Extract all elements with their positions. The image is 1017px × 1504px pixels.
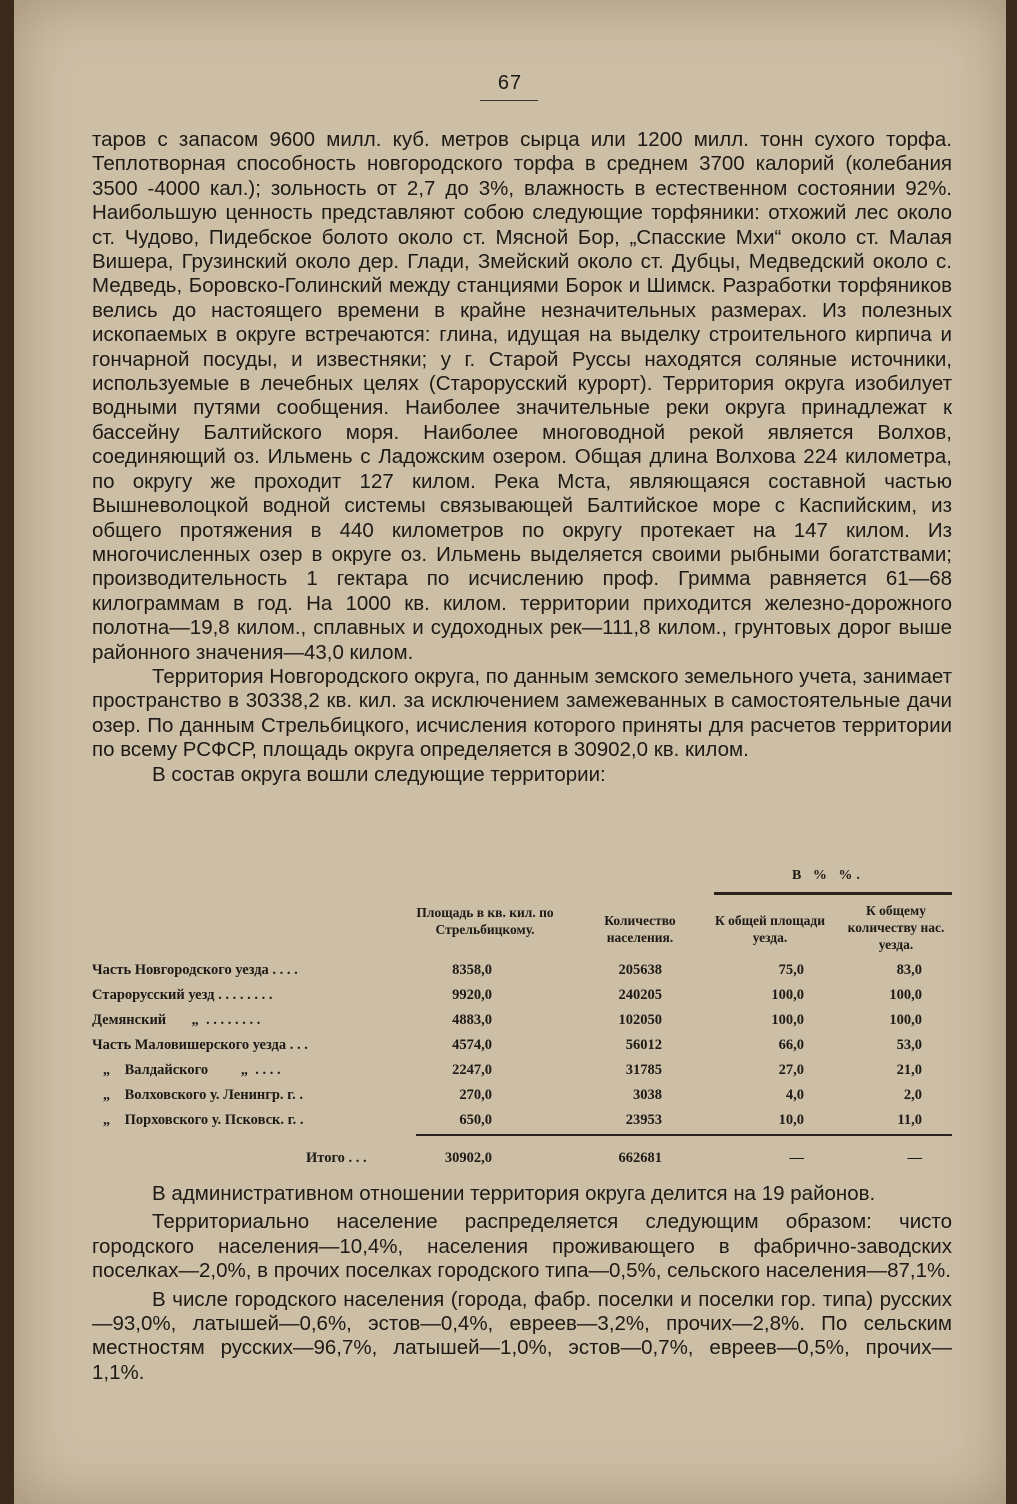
header-area: Площадь в кв. кил. по Стрельбицкому.	[416, 905, 554, 937]
row-area: 650,0	[459, 1112, 492, 1128]
row-pct-pop: 100,0	[889, 1012, 922, 1028]
table-row	[92, 1037, 952, 1059]
row-name: Старорусский уезд . . . . . . . .	[92, 987, 273, 1003]
pct-group-rule	[714, 892, 952, 895]
total-pop: 662681	[618, 1150, 662, 1166]
row-area: 4883,0	[452, 1012, 492, 1028]
row-pct-area: 4,0	[785, 1087, 804, 1103]
row-pct-pop: 2,0	[903, 1087, 922, 1103]
paragraph-peat: таров с запасом 9600 милл. куб. метров сырца или 1200 милл. тонн сухого торфа. Теплотворная способность новгородского торфа в среднем 3700 калорий (колебания 3500 -4000 кал.); зольность от 2,7 до 3%, влажность в естественном состоянии 92%. Наибольшую ценность представляют собою следующие торфяники: отхожий лес около ст. Чудово, Пидебское болото около ст. Мясной Бор, „Спасские Мхи“ около ст. Малая Вишера, Грузинский около дер. Глади, Змейский около ст. Дубцы, Медведский около с. Медведь, Боровско-Голинский между станциями Борок и Шимск. Разработки торфяников велись до настоящего времени в крайне незначительных размерах. Из полезных ископаемых в округе встречаются: глина, идущая на выделку строительного кирпича и гончарной посуды, и известняки; у г. Старой Руссы находятся соляные источники, используемые в лечебных целях (Старорусский курорт). Территория округа изобилует водными путями сообщения. Наиболее значительные реки округа принадлежат к бассейну Балтийского моря. Наиболее многоводной рекой является Волхов, соединяющий оз. Ильмень с Ладожским озером. Общая длина Волхова 224 километра, по округу же проходит 127 килом. Река Мста, являющаяся составной частью Вышневолоцкой водной системы связывающей Балтийское море с Каспийским, из общего протяжения в 440 километров по округу протекает на 147 килом. Из многочисленных озер в округе оз. Ильмень выделяется своими рыбными богатствами; производительность 1 гектара по исчислению проф. Гримма равняется 61—68 килограммам в год. На 1000 кв. килом. территории приходится железно-дорожного полотна—19,8 килом., сплавных и судоходных рек—111,8 килом., грунтовых дорог выше районного значения—43,0 килом.	[92, 128, 952, 664]
row-pct-pop: 21,0	[896, 1062, 922, 1078]
row-pct-pop: 100,0	[889, 987, 922, 1003]
row-pct-area: 100,0	[771, 987, 804, 1003]
table-row	[92, 1112, 952, 1134]
row-pop: 31785	[625, 1062, 662, 1078]
table-total-rule	[416, 1134, 952, 1136]
row-pop: 3038	[633, 1087, 662, 1103]
row-pct-pop: 11,0	[897, 1112, 922, 1128]
header-pct-area: К общей площади уезда.	[714, 913, 826, 945]
paragraph-districts: В административном отношении территория округа делится на 19 районов.	[152, 1182, 876, 1205]
row-pct-area: 10,0	[778, 1112, 804, 1128]
pct-group-label: В % %.	[792, 868, 864, 883]
row-pct-pop: 53,0	[896, 1037, 922, 1053]
row-pop: 240205	[618, 987, 662, 1003]
row-pop: 23953	[625, 1112, 662, 1128]
row-pct-area: 66,0	[778, 1037, 804, 1053]
row-area: 270,0	[459, 1087, 492, 1103]
row-pct-pop: 83,0	[896, 962, 922, 978]
paragraph-territory: Территория Новгородского округа, по данным земского земельного учета, занимает пространство в 30338,2 кв. кил. за исключением замежеванных в самостоятельные дачи озер. По данным Стрельбицкого, исчисления которого приняты для расчетов территории по всему РСФСР, площадь округа определяется в 30902,0 кв. килом.	[92, 664, 952, 762]
row-pop: 56012	[625, 1037, 662, 1053]
row-area: 9920,0	[452, 987, 492, 1003]
header-population: Количество населения.	[604, 913, 676, 945]
total-pct-area: —	[789, 1150, 804, 1166]
row-pop: 102050	[618, 1012, 662, 1028]
paragraph-population-distribution: Территориально население распределяется следующим образом: чисто городского населения—10,4%, населения проживающего в фабрично-заводских поселках—2,0%, в прочих поселках городского типа—0,5%, сельского населения—87,1%.	[92, 1210, 952, 1283]
page-number: 67	[497, 72, 523, 94]
total-label: Итого . . .	[306, 1150, 367, 1166]
row-name: „ Волховского у. Ленингр. г. .	[92, 1087, 304, 1103]
row-name: „ Порховского у. Псковск. г. .	[92, 1112, 304, 1128]
table-row	[92, 1062, 952, 1084]
row-area: 4574,0	[452, 1037, 492, 1053]
paragraph-table-intro: В состав округа вошли следующие территории:	[152, 762, 606, 786]
table-total-row	[92, 1150, 952, 1172]
table-row	[92, 1012, 952, 1034]
row-name: Часть Новгородского уезда . . . .	[92, 962, 298, 978]
row-pct-area: 100,0	[771, 1012, 804, 1028]
row-pct-area: 75,0	[778, 962, 804, 978]
row-area: 8358,0	[452, 962, 492, 978]
table-row	[92, 962, 952, 984]
row-pop: 205638	[618, 962, 662, 978]
text-block-bottom	[92, 1182, 952, 1385]
paragraph-nationalities: В числе городского населения (города, фабр. поселки и поселки гор. типа) русских—93,0%, латышей—0,6%, эстов—0,4%, евреев—3,2%, прочих—2,8%. По сельским местностям русских—96,7%, латышей—1,0%, эстов—0,7%, евреев—0,5%, прочих—1,1%.	[92, 1287, 952, 1384]
row-name: „ Валдайского „ . . . .	[92, 1062, 281, 1078]
row-pct-area: 27,0	[778, 1062, 804, 1078]
row-area: 2247,0	[452, 1062, 492, 1078]
row-name: Часть Маловишерского уезда . . .	[92, 1037, 308, 1053]
table-row	[92, 1087, 952, 1109]
header-pct-pop: К общему количеству нас. уезда.	[847, 903, 945, 952]
page-number-rule	[480, 100, 538, 101]
book-page	[14, 0, 1006, 1504]
total-area: 30902,0	[444, 1150, 492, 1166]
table-row	[92, 987, 952, 1009]
total-pct-pop: —	[907, 1150, 922, 1166]
row-name: Демянский „ . . . . . . . .	[92, 1012, 261, 1028]
text-block-top	[92, 128, 952, 787]
